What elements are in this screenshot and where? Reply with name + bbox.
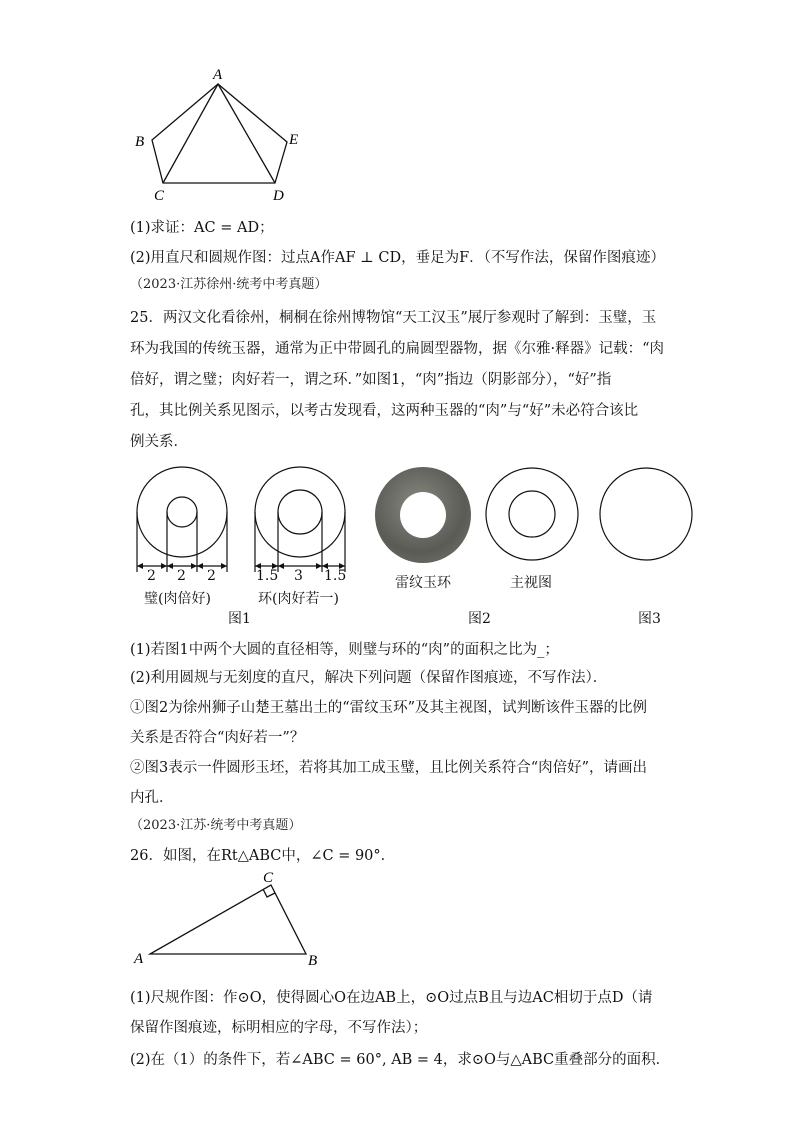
label-a: A bbox=[213, 67, 223, 83]
label-e: E bbox=[289, 132, 299, 148]
huan-diagram bbox=[250, 466, 360, 584]
fig2-label: 图2 bbox=[468, 611, 491, 627]
label-c: C bbox=[154, 188, 165, 204]
fig1-label: 图1 bbox=[228, 611, 251, 627]
pentagon-figure bbox=[130, 62, 310, 207]
huan-caption: 环(肉好若一) bbox=[258, 591, 339, 607]
blank-disc-diagram bbox=[598, 466, 694, 562]
q25-part-4: 关系是否符合“肉好若一”？ bbox=[130, 730, 305, 746]
q25-line-5: 例关系． bbox=[130, 434, 188, 450]
q25-part-1: (1)若图1中两个大圆的直径相等，则璧与环的“肉”的面积之比为_； bbox=[130, 642, 559, 658]
triangle-figure bbox=[128, 868, 328, 973]
q25-source: （2023·江苏·统考中考真题） bbox=[130, 818, 302, 833]
q24-source: （2023·江苏徐州·统考中考真题） bbox=[130, 277, 328, 292]
bi-dim-3: 2 bbox=[207, 568, 216, 584]
bi-dim-1: 2 bbox=[147, 568, 156, 584]
view-caption: 主视图 bbox=[510, 575, 552, 591]
q25-part-6: 内孔． bbox=[130, 790, 174, 806]
tri-label-c: C bbox=[263, 870, 274, 886]
q25-line-1: 25．两汉文化看徐州，桐桐在徐州博物馆“天工汉玉”展厅参观时了解到：玉璧，玉 bbox=[130, 310, 657, 326]
huan-dim-3: 1.5 bbox=[324, 568, 347, 584]
q25-line-3: 倍好，谓之璧；肉好若一，谓之环．”如图1，“肉”指边（阴影部分），“好”指 bbox=[130, 372, 612, 388]
huan-dim-1: 1.5 bbox=[256, 568, 279, 584]
q26-part2: (2)在（1）的条件下，若∠ABC = 60°, AB = 4，求⊙O与△ABC重叠部分的面积． bbox=[130, 1052, 671, 1068]
photo-caption: 雷纹玉环 bbox=[395, 575, 451, 591]
q25-part-5: ②图3表示一件圆形玉坯，若将其加工成玉璧，且比例关系符合“肉倍好”，请画出 bbox=[130, 760, 648, 776]
q24-part2: (2)用直尺和圆规作图：过点A作AF ⊥ CD，垂足为F．（不写作法，保留作图痕迹） bbox=[130, 250, 665, 266]
q24-part1: (1)求证：AC = AD； bbox=[130, 220, 274, 236]
main-view-diagram bbox=[484, 466, 580, 562]
bi-diagram bbox=[128, 466, 248, 584]
tri-label-a: A bbox=[134, 951, 144, 967]
label-d: D bbox=[273, 188, 284, 204]
q25-part-2: (2)利用圆规与无刻度的直尺，解决下列问题（保留作图痕迹，不写作法）． bbox=[130, 670, 608, 686]
q26-part1-a: (1)尺规作图：作⊙O，使得圆心O在边AB上，⊙O过点B且与边AC相切于点D（请 bbox=[130, 990, 653, 1006]
q26-intro: 26．如图，在Rt△ABC中，∠C = 90°． bbox=[130, 848, 396, 864]
bi-caption: 璧(肉倍好) bbox=[144, 591, 211, 607]
tri-label-b: B bbox=[308, 953, 318, 969]
fig3-label: 图3 bbox=[638, 611, 661, 627]
q25-line-2: 环为我国的传统玉器，通常为正中带圆孔的扁圆型器物，据《尔雅·释器》记载：“肉 bbox=[130, 341, 665, 357]
huan-dim-2: 3 bbox=[294, 568, 303, 584]
q25-line-4: 孔，其比例关系见图示，以考古发现看，这两种玉器的“肉”与“好”未必符合该比 bbox=[130, 403, 639, 419]
q25-part-3: ①图2为徐州狮子山楚王墓出土的“雷纹玉环”及其主视图，试判断该件玉器的比例 bbox=[130, 700, 648, 716]
jade-ring-hole bbox=[400, 492, 446, 538]
bi-dim-2: 2 bbox=[177, 568, 186, 584]
q26-part1-b: 保留作图痕迹，标明相应的字母，不写作法）； bbox=[130, 1020, 428, 1036]
label-b: B bbox=[135, 134, 145, 150]
